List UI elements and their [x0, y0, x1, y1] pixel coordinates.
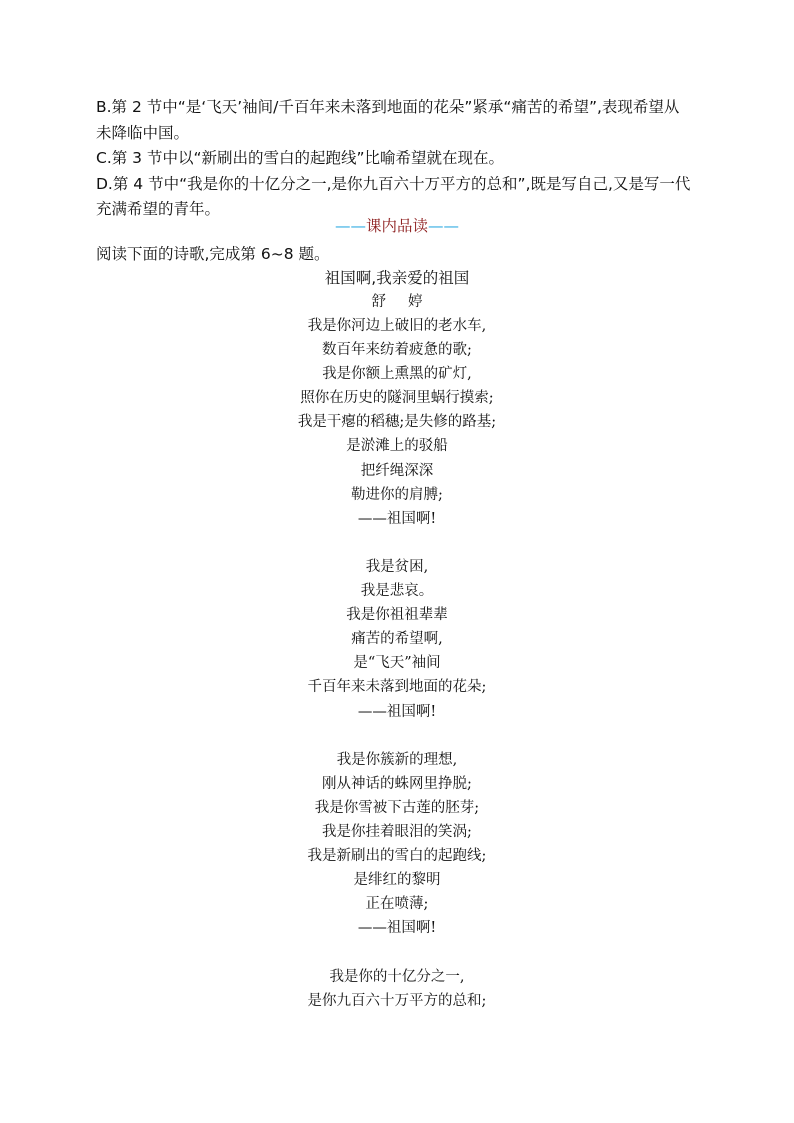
section-heading — [0, 215, 794, 237]
heading-text: 课内品读 — [365, 217, 428, 235]
poem-line: ——祖国啊! — [357, 703, 437, 720]
reading-instruction: 阅读下面的诗歌,完成第 6~8 题。 — [96, 245, 330, 263]
poem-line: 是绯红的黎明 — [353, 872, 441, 889]
poem-line: 我是你河边上破旧的老水车, — [307, 318, 487, 334]
poem-line: 刚从神话的蛛网里挣脱; — [322, 775, 472, 792]
stanza-break — [0, 531, 794, 555]
poem-line: 勒进你的肩膊; — [351, 486, 443, 503]
poem-line: 照你在历史的隧洞里蜗行摸索; — [300, 390, 494, 407]
poem-line: 是你九百六十万平方的总和; — [307, 992, 487, 1009]
poem-line: 是“飞天”袖间 — [353, 655, 441, 672]
poem-line: 我是干瘪的稻穗;是失修的路基; — [297, 414, 497, 431]
poem-line: 我是悲哀。 — [360, 583, 434, 600]
heading-right-dash: —— — [428, 217, 459, 235]
option-c: C.第 3 节中以“新刷出的雪白的起跑线”比喻希望就在现在。 — [96, 149, 505, 167]
option-d-line-2: 充满希望的青年。 — [96, 200, 221, 218]
poem-line: 我是你挂着眼泪的笑涡; — [322, 823, 472, 840]
stanza-break — [0, 940, 794, 964]
poem-line: 我是新刷出的雪白的起跑线; — [307, 848, 487, 865]
author-char-2: 婷 — [408, 294, 423, 310]
poem-line: 正在喷薄; — [365, 896, 429, 913]
answer-options — [96, 95, 706, 223]
poem-author — [0, 290, 794, 314]
poem-line: 把纤绳深深 — [360, 462, 434, 479]
poem-line: 我是你祖祖辈辈 — [346, 607, 448, 624]
poem-line: ——祖国啊! — [357, 920, 437, 937]
poem-line: 我是你簇新的理想, — [336, 751, 458, 768]
poem-line: 我是你的十亿分之一, — [329, 968, 465, 985]
poem-line: 我是贫困, — [365, 558, 429, 575]
poem-title: 祖国啊,我亲爱的祖国 — [324, 269, 470, 287]
poem-line: 我是你额上熏黑的矿灯, — [322, 366, 472, 383]
stanza-break — [0, 724, 794, 748]
poem-body — [0, 314, 794, 1013]
poem-line: ——祖国啊! — [357, 510, 437, 527]
poem-line: 数百年来纺着疲惫的歌; — [322, 342, 472, 359]
poem-line: 痛苦的希望啊, — [351, 631, 443, 648]
heading-left-dash: —— — [334, 217, 366, 235]
poem-line: 是淤滩上的驳船 — [346, 438, 448, 455]
poem-line: 千百年来未落到地面的花朵; — [307, 679, 487, 696]
poem-line: 我是你雪被下古莲的胚芽; — [314, 799, 480, 816]
author-char-1: 舒 — [371, 294, 386, 310]
option-b-line-1: B.第 2 节中“是‘飞天’袖间/千百年来未落到地面的花朵”紧承“痛苦的希望”,表现希望从 — [96, 98, 680, 116]
option-d-line-1: D.第 4 节中“我是你的十亿分之一,是你九百六十万平方的总和”,既是写自己,又是写一代 — [96, 174, 691, 193]
option-b-line-2: 未降临中国。 — [96, 123, 190, 142]
